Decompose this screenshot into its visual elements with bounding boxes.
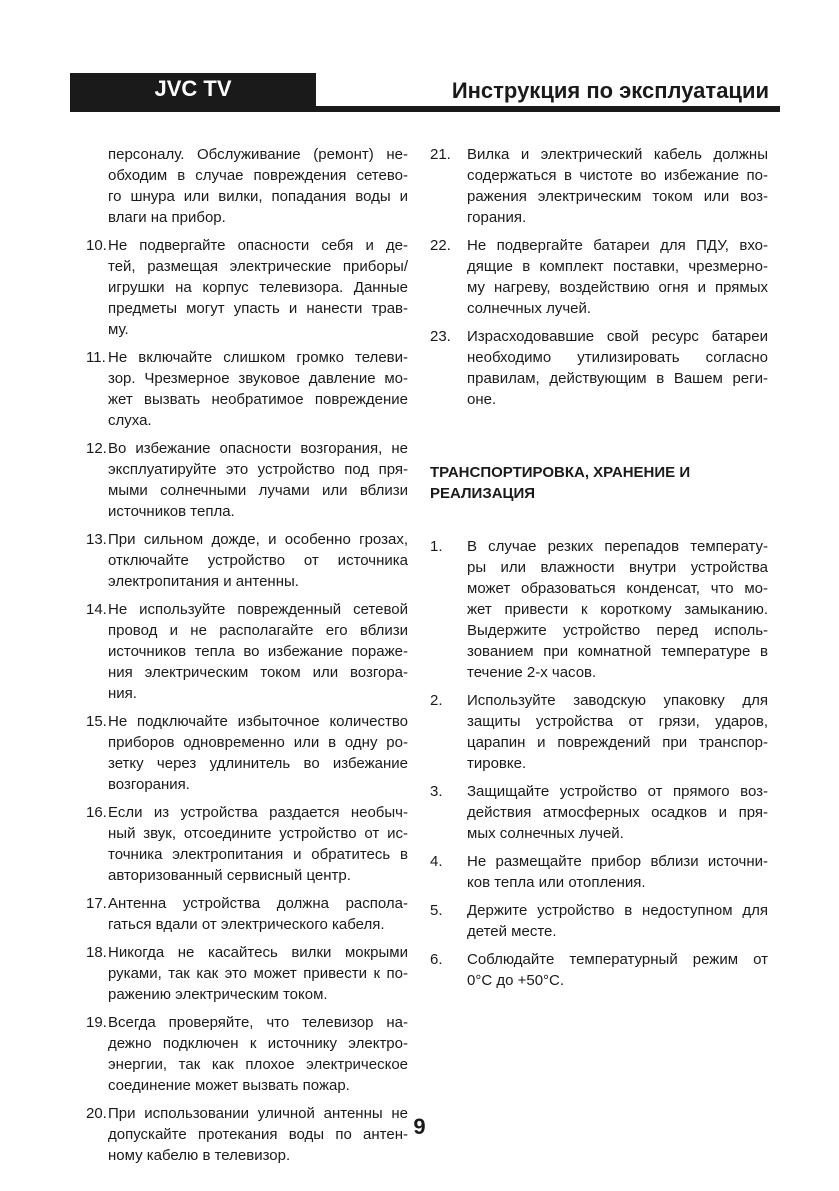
list-item — [430, 326, 768, 410]
item-number: 22. — [430, 237, 451, 254]
list-item — [430, 949, 768, 991]
item-text — [108, 529, 408, 592]
list-item — [430, 144, 768, 228]
text-line: допускайте протекания воды по антен- — [108, 1126, 408, 1143]
text-line: Во избежание опасности возгорания, не — [108, 440, 408, 457]
text-line: правилам, действующим в Вашем реги- — [467, 370, 768, 387]
text-line: Всегда проверяйте, что телевизор на- — [108, 1014, 408, 1031]
brand-title: JVC TV — [154, 76, 232, 101]
text-line: го шнура или вилки, попадания воды и — [108, 188, 408, 205]
item-text — [108, 942, 408, 1005]
text-line: му нагреву, воздействию огня и прямых — [467, 279, 768, 296]
document-title: Инструкция по эксплуатации — [451, 78, 769, 103]
item-text — [108, 893, 408, 935]
item-text — [108, 711, 408, 795]
text-line: дящие в комплект поставки, чрезмерно- — [467, 258, 768, 275]
list-item — [86, 802, 408, 886]
text-line: Если из устройства раздается необыч- — [108, 804, 408, 821]
text-line: игрушки на корпус телевизора. Данные — [108, 279, 408, 296]
item-number: 18. — [86, 944, 107, 961]
section-heading — [430, 462, 768, 504]
text-line: течение 2-х часов. — [467, 664, 597, 681]
continued-paragraph — [86, 144, 408, 228]
text-line: зетку через удлинитель во избежание — [108, 755, 408, 772]
text-line: Используйте заводскую упаковку для — [467, 692, 768, 709]
list-item — [86, 942, 408, 1005]
text-line: защиты устройства от грязи, ударов, — [467, 713, 768, 730]
text-line: Никогда не касайтесь вилки мокрыми — [108, 944, 408, 961]
text-line: горания. — [467, 209, 527, 226]
item-number: 5. — [430, 902, 443, 919]
item-number: 2. — [430, 692, 443, 709]
item-text — [108, 802, 408, 886]
text-line: Не включайте слишком громко телеви- — [108, 349, 408, 366]
left-column — [86, 144, 408, 1173]
text-line: может образоваться конденсат, что мо- — [467, 580, 768, 597]
item-text — [467, 851, 768, 893]
item-number: 17. — [86, 895, 107, 912]
text-line: приборов одновременно или в одну ро- — [108, 734, 408, 751]
item-number: 23. — [430, 328, 451, 345]
text-line: Держите устройство в недоступном для — [467, 902, 768, 919]
item-number: 10. — [86, 237, 107, 254]
text-line: Не подключайте избыточное количество — [108, 713, 408, 730]
text-line: царапин и повреждений при транспор- — [467, 734, 768, 751]
safety-list — [86, 235, 408, 1166]
item-text — [467, 235, 768, 319]
text-line: зованием при комнатной температуре в — [467, 643, 768, 660]
text-line: возгорания. — [108, 776, 190, 793]
item-number: 19. — [86, 1014, 107, 1031]
list-item — [430, 900, 768, 942]
item-text — [467, 781, 768, 844]
item-text — [108, 1012, 408, 1096]
text-line: оне. — [467, 391, 497, 408]
list-item — [430, 235, 768, 319]
header-rule — [70, 106, 780, 112]
text-line: Израсходовавшие свой ресурс батареи — [467, 328, 768, 345]
item-number: 4. — [430, 853, 443, 870]
text-line: детей месте. — [467, 923, 557, 940]
text-line: отключайте устройство от источника — [108, 552, 408, 569]
text-line: соединение может вызвать пожар. — [108, 1077, 350, 1094]
text-line: му. — [108, 321, 129, 338]
list-item — [86, 235, 408, 340]
text-line: Выдержите устройство перед исполь- — [467, 622, 768, 639]
text-line: солнечных лучей. — [467, 300, 592, 317]
text-line: Не используйте поврежденный сетевой — [108, 601, 408, 618]
heading-line: ТРАНСПОРТИРОВКА, ХРАНЕНИЕ И — [430, 464, 691, 481]
text-line: мых солнечных лучей. — [467, 825, 624, 842]
text-line: слуха. — [108, 412, 152, 429]
item-number: 3. — [430, 783, 443, 800]
text-line: жет вызвать необратимое повреждение — [108, 391, 408, 408]
text-line: ния. — [108, 685, 137, 702]
text-line: энергии, так как плохое электрическое — [108, 1056, 408, 1073]
text-line: В случае резких перепадов температу- — [467, 538, 768, 555]
item-text — [108, 347, 408, 431]
text-line: Вилка и электрический кабель должны — [467, 146, 768, 163]
text-line: персоналу. Обслуживание (ремонт) не- — [108, 146, 408, 163]
item-number: 12. — [86, 440, 107, 457]
list-item — [86, 1012, 408, 1096]
item-number: 11. — [86, 349, 106, 366]
list-item — [86, 347, 408, 431]
item-text — [108, 438, 408, 522]
text-line: обходим в случае повреждения сетево- — [108, 167, 408, 184]
item-number: 15. — [86, 713, 107, 730]
text-line: тей, размещая электрические приборы/ — [108, 258, 408, 275]
text-line: точника электропитания и обратитесь в — [108, 846, 408, 863]
list-item — [86, 893, 408, 935]
safety-list-continued — [430, 144, 768, 410]
text-line: Не размещайте прибор вблизи источни- — [467, 853, 768, 870]
list-item — [86, 529, 408, 592]
item-text — [467, 690, 768, 774]
list-item — [86, 599, 408, 704]
right-column — [430, 144, 768, 998]
text-line: дежно подключен к источнику электро- — [108, 1035, 408, 1052]
transport-list — [430, 536, 768, 991]
text-line: ния электрическим током или возгора- — [108, 664, 408, 681]
text-line: мыми солнечными лучами или вблизи — [108, 482, 408, 499]
list-item — [430, 536, 768, 683]
list-item — [86, 438, 408, 522]
list-item — [86, 711, 408, 795]
item-number: 20. — [86, 1105, 107, 1122]
text-line: источников тепла. — [108, 503, 235, 520]
item-number: 14. — [86, 601, 107, 618]
text-line: ному кабелю в телевизор. — [108, 1147, 291, 1164]
text-line: содержаться в чистоте во избежание по- — [467, 167, 768, 184]
item-number: 13. — [86, 531, 107, 548]
text-line: авторизованный сервисный центр. — [108, 867, 351, 884]
list-item — [430, 851, 768, 893]
text-line: влаги на прибор. — [108, 209, 226, 226]
text-line: провод и не располагайте его вблизи — [108, 622, 408, 639]
text-line: жет привести к короткому замыканию. — [467, 601, 768, 618]
item-text — [108, 599, 408, 704]
text-line: ражения электрическим током или воз- — [467, 188, 768, 205]
text-line: необходимо утилизировать согласно — [467, 349, 768, 366]
item-text — [108, 235, 408, 340]
text-line: 0°C до +50°C. — [467, 972, 565, 989]
item-number: 6. — [430, 951, 443, 968]
text-line: зор. Чрезмерное звуковое давление мо- — [108, 370, 408, 387]
item-text — [467, 900, 768, 942]
text-line: ков тепла или отопления. — [467, 874, 646, 891]
list-item — [430, 690, 768, 774]
text-line: При сильном дожде, и особенно грозах, — [108, 531, 408, 548]
text-line: Защищайте устройство от прямого воз- — [467, 783, 768, 800]
item-number: 1. — [430, 538, 443, 555]
text-line: Соблюдайте температурный режим от — [467, 951, 768, 968]
text-line: Не подвергайте опасности себя и де- — [108, 237, 408, 254]
item-number: 16. — [86, 804, 107, 821]
item-text — [467, 949, 768, 991]
text-line: При использовании уличной антенны не — [108, 1105, 408, 1122]
text-line: ражению электрическим током. — [108, 986, 328, 1003]
text-line: тировке. — [467, 755, 527, 772]
text-line: источников тепла во избежание пораже- — [108, 643, 408, 660]
text-line: Антенна устройства должна распола- — [108, 895, 408, 912]
text-line: руками, так как это может привести к по- — [108, 965, 408, 982]
text-line: Не подвергайте батареи для ПДУ, вхо- — [467, 237, 768, 254]
text-line: предметы могут упасть и нанести трав- — [108, 300, 408, 317]
item-number: 21. — [430, 146, 451, 163]
text-line: ный звук, отсоедините устройство от ис- — [108, 825, 408, 842]
text-line: ры или влажности внутри устройства — [467, 559, 768, 576]
list-item — [430, 781, 768, 844]
heading-line: РЕАЛИЗАЦИЯ — [430, 485, 536, 502]
item-text — [467, 144, 768, 228]
item-text — [467, 326, 768, 410]
text-line: электропитания и антенны. — [108, 573, 299, 590]
text-line: действия атмосферных осадков и пря- — [467, 804, 768, 821]
item-text — [467, 536, 768, 683]
text-line: гаться вдали от электрического кабеля. — [108, 916, 385, 933]
page-number: 9 — [413, 1114, 426, 1139]
text-line: эксплуатируйте это устройство под пря- — [108, 461, 408, 478]
